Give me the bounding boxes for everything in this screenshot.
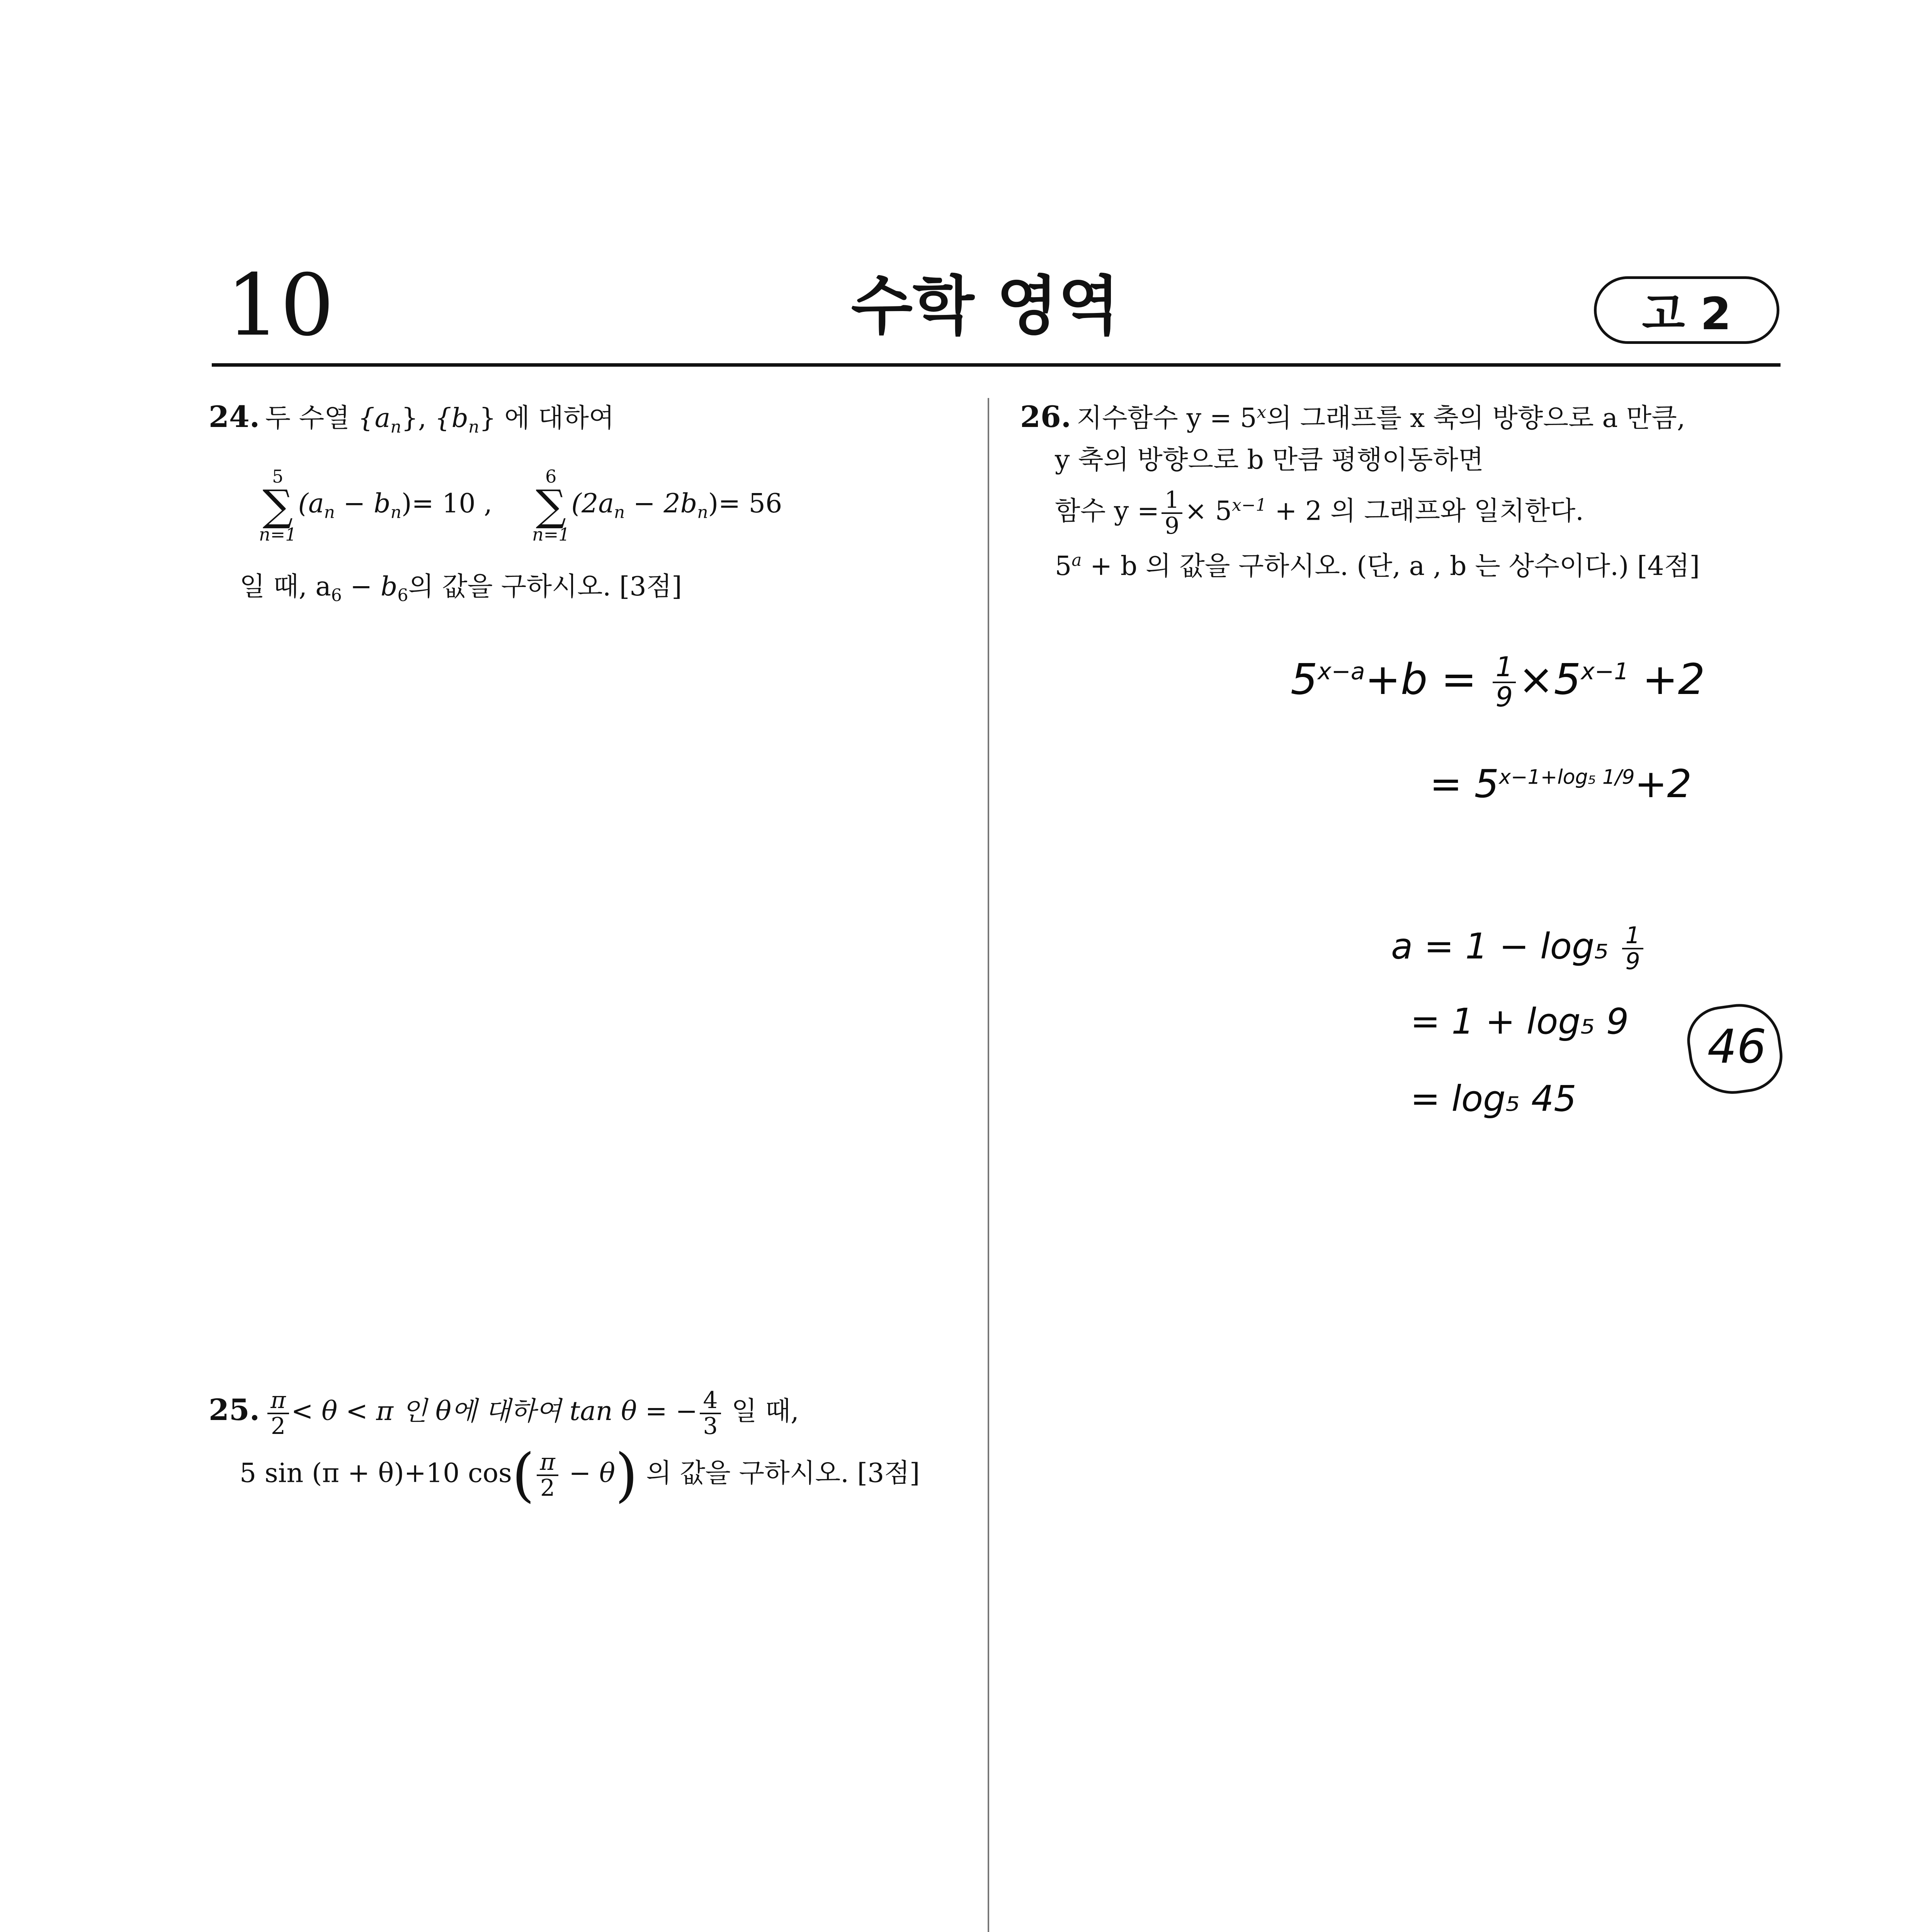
sigma-icon: ∑	[536, 480, 566, 530]
hw-l3-frac-num: 1	[1622, 923, 1643, 949]
handwriting-line-2	[1430, 761, 1692, 806]
q26-line1	[1020, 394, 1777, 440]
q26-number: 26.	[1020, 400, 1071, 434]
q24-sums	[259, 468, 962, 544]
q24-seq-a-sub: n	[390, 417, 401, 437]
hw-l1-b: +b =	[1365, 654, 1490, 704]
q24-sum2-end: )= 56	[708, 488, 782, 519]
q24-seq-a-close: }	[401, 403, 418, 434]
handwriting-line-3	[1391, 923, 1646, 974]
sum1-lower: n=1	[259, 524, 297, 545]
q25-paren-open: (	[512, 1441, 535, 1509]
header-rule	[212, 363, 1781, 367]
q25-frac1	[267, 1388, 289, 1439]
q26-line4	[1055, 546, 1777, 587]
q24-sum2-sigma	[532, 468, 570, 544]
hw-l3-frac	[1622, 923, 1643, 974]
q24-intro-b: 에 대하여	[496, 403, 614, 434]
hw-l1-sup2: x−1	[1581, 658, 1629, 685]
q26-line3-sup: x−1	[1232, 495, 1267, 515]
q25-frac3	[537, 1450, 558, 1500]
question-26	[1020, 394, 1777, 587]
q26-line3	[1055, 488, 1777, 538]
subject-title: 수학 영역	[851, 269, 1120, 343]
hw-l3-frac-den: 9	[1625, 948, 1640, 975]
q25-frac2-num: 4	[700, 1388, 721, 1414]
page-number: 10	[226, 256, 334, 355]
q24-comma: ,	[418, 403, 435, 434]
sum2-lower: n=1	[532, 524, 570, 545]
question-25	[209, 1386, 962, 1509]
q24-tail	[240, 566, 962, 609]
hw-l2-sup: x−1+log₅ 1/9	[1499, 765, 1635, 789]
sigma-icon: ∑	[262, 480, 293, 530]
q25-frac2	[700, 1388, 721, 1439]
hw-l1-a: 5	[1291, 654, 1318, 704]
hw-l1-c: ×5	[1518, 654, 1581, 704]
q24-tail-mid: − b	[342, 571, 398, 602]
q26-line1-sup: x	[1257, 402, 1267, 422]
q25-frac1-den: 2	[270, 1412, 286, 1440]
q26-line2-text: y 축의 방향으로 b 만큼 평행이동하면	[1055, 444, 1484, 475]
q25-frac3-num: π	[537, 1450, 558, 1476]
handwriting-line-5: = log₅ 45	[1410, 1078, 1577, 1119]
q25-part-b: 일 때,	[723, 1396, 799, 1427]
q26-frac	[1162, 488, 1182, 538]
q24-sum1-sub2: n	[390, 502, 401, 522]
q25-line2-c: 의 값을 구하시오. [3점]	[638, 1458, 920, 1488]
q25-frac2-den: 3	[703, 1412, 718, 1440]
q24-sum2-sub2: n	[697, 502, 708, 522]
q24-sum2-sub1: n	[614, 502, 625, 522]
q24-intro-a: 두 수열	[265, 403, 358, 434]
q24-tail-sub1: 6	[331, 585, 342, 605]
q24-tail-sub2: 6	[397, 585, 408, 605]
q24-tail-a: 일 때, a	[240, 571, 331, 602]
q25-line2	[240, 1441, 962, 1509]
handwriting-line-1	[1291, 653, 1705, 711]
q25-frac1-num: π	[267, 1388, 289, 1414]
q24-sum1-mid: − b	[335, 488, 391, 519]
q24-sum1-sub1: n	[324, 502, 335, 522]
hw-l3-text: a = 1 − log₅	[1391, 925, 1620, 967]
q24-tail-b: 의 값을 구하시오. [3점]	[408, 571, 682, 602]
hw-l2-b: +2	[1634, 761, 1692, 806]
hw-l1-frac	[1493, 653, 1516, 711]
q25-frac3-den: 2	[540, 1474, 555, 1502]
q25-line2-b: − θ	[560, 1458, 615, 1488]
q26-line4-b: + b 의 값을 구하시오. (단, a , b 는 상수이다.) [4점]	[1082, 551, 1700, 582]
hw-l1-d: +2	[1629, 654, 1705, 704]
q26-line4-a: 5	[1055, 551, 1072, 582]
q26-line1-b: 의 그래프를 x 축의 방향으로 a 만큼,	[1266, 403, 1685, 434]
q25-number: 25.	[209, 1393, 260, 1427]
grade-badge	[1594, 276, 1779, 344]
q24-sum2-mid: − 2b	[625, 488, 697, 519]
handwriting-line-4: = 1 + log₅ 9	[1410, 1001, 1629, 1042]
q25-line1	[209, 1387, 962, 1439]
q26-frac-den: 9	[1165, 512, 1180, 540]
hw-l1-frac-num: 1	[1493, 653, 1516, 683]
q24-sum1-sigma	[259, 468, 296, 544]
q24-number: 24.	[209, 400, 260, 434]
q24-seq-b: {b	[435, 403, 468, 434]
sum2-upper: 6	[545, 466, 557, 487]
q24-sum1-end: )= 10 ,	[401, 488, 492, 519]
hw-l2-a: = 5	[1430, 761, 1499, 806]
q24-sum2-expr: (2a	[571, 488, 614, 519]
q26-line1-a: 지수함수 y = 5	[1077, 403, 1257, 434]
question-24	[209, 394, 962, 609]
q26-line2	[1055, 440, 1777, 480]
handwritten-answer: 46	[1707, 1020, 1767, 1074]
hw-l1-frac-den: 9	[1495, 681, 1513, 713]
q26-line3-c: + 2 의 그래프와 일치한다.	[1266, 496, 1584, 527]
q25-paren-close: )	[615, 1441, 638, 1509]
q24-sum1-expr: (a	[298, 488, 324, 519]
q26-line3-a: 함수 y =	[1055, 496, 1159, 527]
q24-seq-a: {a	[358, 403, 391, 434]
q25-line2-a: 5 sin (π + θ)+10 cos	[240, 1458, 512, 1488]
q24-seq-b-sub: n	[468, 417, 480, 437]
q26-frac-num: 1	[1162, 488, 1182, 514]
sum1-upper: 5	[272, 466, 284, 487]
q25-part-a: < θ < π 인 θ에 대하여 tan θ = −	[291, 1396, 698, 1427]
q26-line3-b: × 5	[1185, 496, 1232, 527]
hw-l1-sup: x−a	[1318, 658, 1365, 685]
q24-seq-b-close: }	[479, 403, 496, 434]
column-divider	[988, 398, 989, 1932]
q26-line4-sup: a	[1071, 550, 1082, 570]
grade-label: 고 2	[1642, 288, 1731, 340]
q24-intro	[209, 394, 962, 440]
